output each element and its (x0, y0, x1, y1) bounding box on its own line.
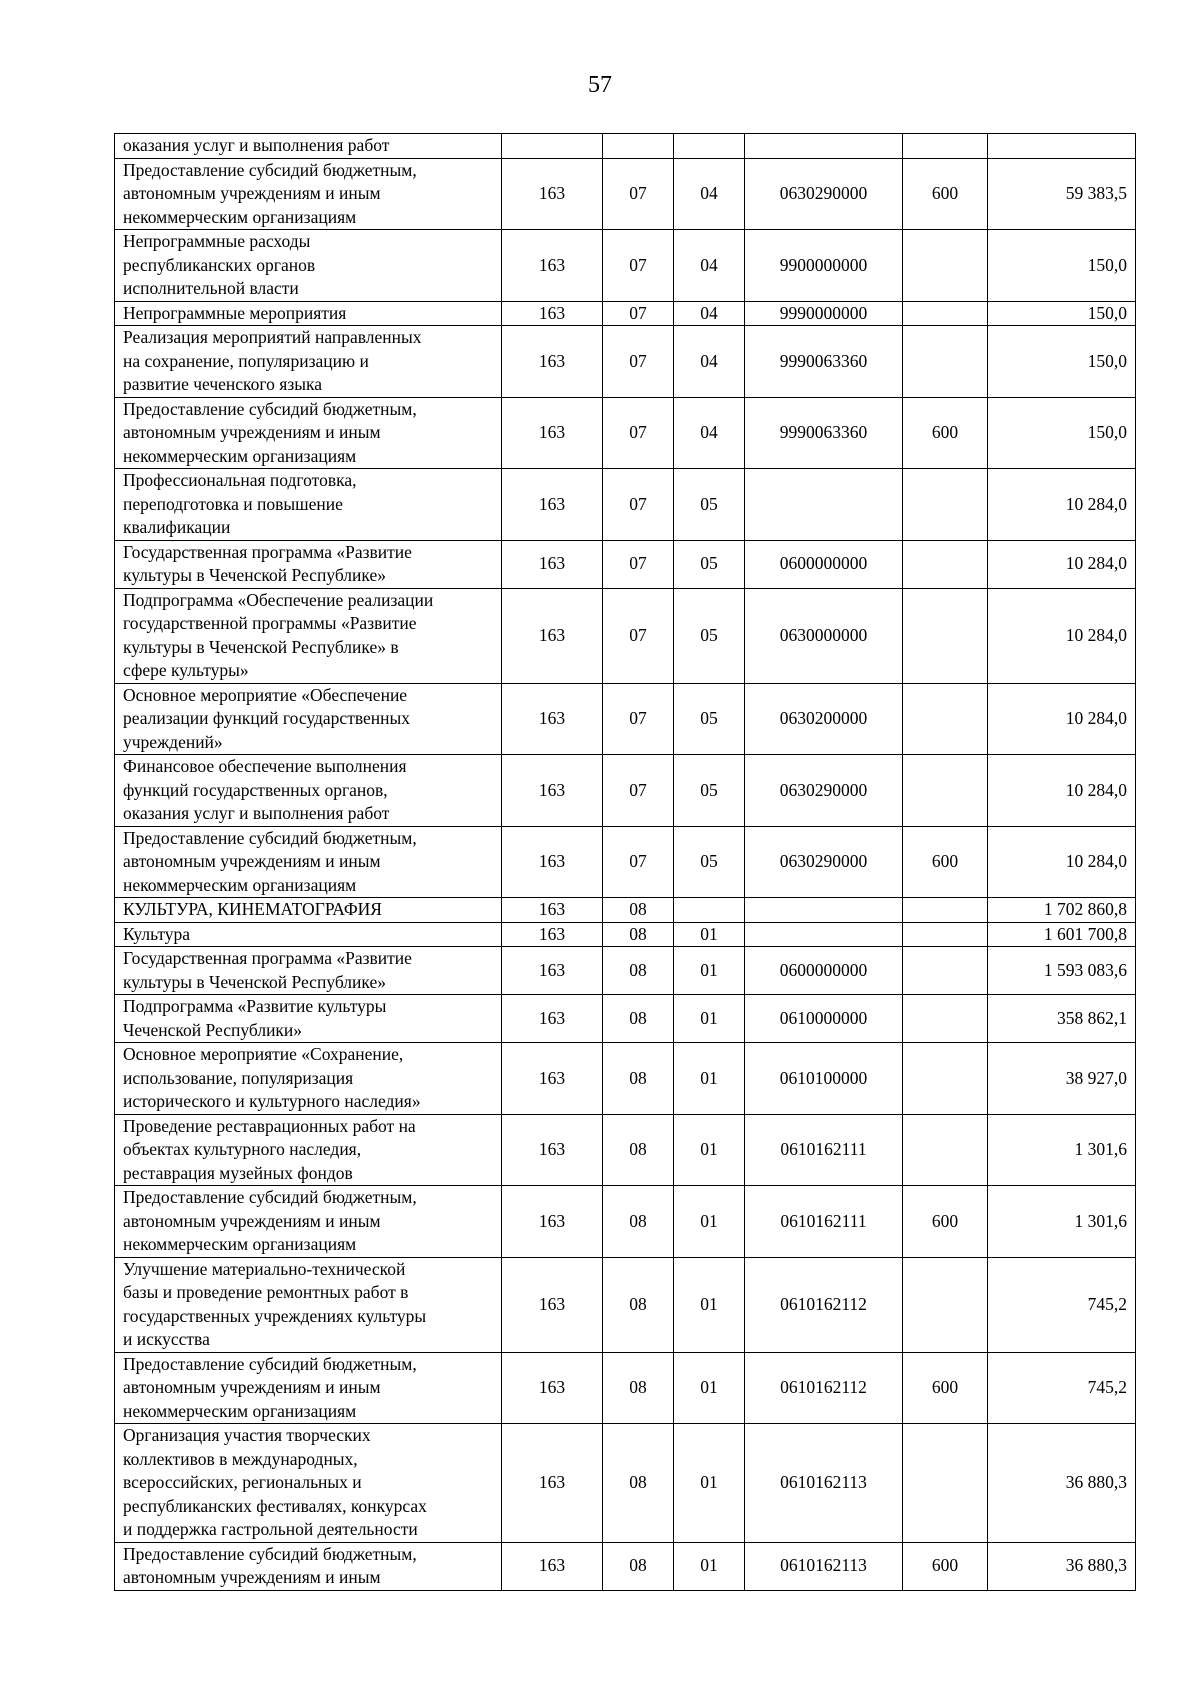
budget-table (114, 133, 1136, 1591)
expense-type-cell (903, 947, 988, 995)
section-cell: 08 (603, 1542, 674, 1590)
subsection-cell: 01 (674, 1114, 745, 1186)
name-line: на сохранение, популяризацию и (123, 350, 369, 371)
subsection-cell: 04 (674, 326, 745, 398)
table-row (115, 1257, 1136, 1352)
subsection-cell: 01 (674, 995, 745, 1043)
name-line: сфере культуры» (123, 660, 249, 680)
name-line: исполнительной власти (123, 278, 299, 298)
target-article-cell: 9990063360 (745, 397, 903, 469)
name-cell (115, 947, 502, 995)
table-row (115, 922, 1136, 947)
name-line: автономным учреждениям и иным (123, 1210, 381, 1231)
expense-type-cell: 600 (903, 1352, 988, 1424)
expense-type-cell: 600 (903, 397, 988, 469)
amount-cell: 1 702 860,8 (988, 898, 1136, 923)
expense-type-cell: 600 (903, 1186, 988, 1258)
name-cell (115, 469, 502, 541)
name-cell (115, 158, 502, 230)
subsection-cell: 05 (674, 469, 745, 541)
name-line: автономным учреждениям и иным (123, 183, 381, 203)
ved-cell: 163 (502, 1424, 603, 1543)
section-cell: 07 (603, 397, 674, 469)
name-line: некоммерческим организациям (123, 874, 357, 895)
subsection-cell: 04 (674, 158, 745, 230)
name-line: республиканских фестивалях, конкурсах (123, 1495, 427, 1516)
ved-cell: 163 (502, 898, 603, 923)
name-line: объектах культурного наследия, (123, 1139, 362, 1159)
name-line: Культура (123, 923, 191, 944)
section-cell: 08 (603, 1114, 674, 1186)
section-cell: 08 (603, 922, 674, 947)
name-line: функций государственных органов, (123, 779, 388, 800)
name-line: Предоставление субсидий бюджетным, (123, 1353, 417, 1374)
name-line: Подпрограмма «Развитие культуры (123, 996, 387, 1016)
table-row (115, 397, 1136, 469)
name-line: государственных учреждениях культуры (123, 1305, 427, 1326)
section-cell: 07 (603, 301, 674, 326)
table-row (115, 301, 1136, 326)
name-cell (115, 588, 502, 683)
table-row (115, 588, 1136, 683)
amount-cell (988, 134, 1136, 159)
ved-cell: 163 (502, 469, 603, 541)
section-cell: 07 (603, 540, 674, 588)
name-line: оказания услуг и выполнения работ (123, 135, 390, 155)
name-cell (115, 326, 502, 398)
name-line: исторического и культурного наследия» (123, 1091, 421, 1111)
ved-cell: 163 (502, 755, 603, 827)
amount-cell: 59 383,5 (988, 158, 1136, 230)
name-line: Государственная программа «Развитие (123, 948, 412, 968)
amount-cell: 745,2 (988, 1257, 1136, 1352)
section-cell: 07 (603, 755, 674, 827)
target-article-cell: 0600000000 (745, 947, 903, 995)
amount-cell: 150,0 (988, 301, 1136, 326)
amount-cell: 38 927,0 (988, 1043, 1136, 1115)
section-cell: 07 (603, 326, 674, 398)
subsection-cell: 04 (674, 301, 745, 326)
ved-cell: 163 (502, 1352, 603, 1424)
table-row (115, 1043, 1136, 1115)
amount-cell: 10 284,0 (988, 469, 1136, 541)
subsection-cell (674, 134, 745, 159)
subsection-cell: 01 (674, 1186, 745, 1258)
ved-cell: 163 (502, 1043, 603, 1115)
expense-type-cell (903, 540, 988, 588)
ved-cell: 163 (502, 1186, 603, 1258)
amount-cell: 1 301,6 (988, 1114, 1136, 1186)
target-article-cell: 0630290000 (745, 826, 903, 898)
section-cell: 07 (603, 230, 674, 302)
name-line: некоммерческим организациям (123, 206, 357, 227)
name-cell (115, 1114, 502, 1186)
table-row (115, 469, 1136, 541)
amount-cell: 358 862,1 (988, 995, 1136, 1043)
name-line: развитие чеченского языка (123, 374, 323, 394)
table-row (115, 134, 1136, 159)
name-line: автономным учреждениям и иным (123, 851, 381, 871)
target-article-cell: 9900000000 (745, 230, 903, 302)
name-cell (115, 922, 502, 947)
name-line: переподготовка и повышение (123, 493, 343, 514)
section-cell: 08 (603, 947, 674, 995)
target-article-cell: 0610162113 (745, 1542, 903, 1590)
table-row (115, 1114, 1136, 1186)
expense-type-cell (903, 326, 988, 398)
target-article-cell: 0610100000 (745, 1043, 903, 1115)
ved-cell: 163 (502, 1114, 603, 1186)
name-cell (115, 1186, 502, 1258)
target-article-cell: 0610162111 (745, 1114, 903, 1186)
name-line: Профессиональная подготовка, (123, 470, 357, 490)
name-line: культуры в Чеченской Республике» в (123, 636, 399, 657)
ved-cell: 163 (502, 301, 603, 326)
amount-cell: 1 593 083,6 (988, 947, 1136, 995)
section-cell (603, 134, 674, 159)
name-line: Финансовое обеспечение выполнения (123, 756, 407, 776)
ved-cell: 163 (502, 1542, 603, 1590)
name-cell (115, 898, 502, 923)
section-cell: 08 (603, 1186, 674, 1258)
amount-cell: 1 301,6 (988, 1186, 1136, 1258)
target-article-cell: 0610162112 (745, 1257, 903, 1352)
ved-cell: 163 (502, 158, 603, 230)
name-line: Государственная программа «Развитие (123, 541, 412, 562)
section-cell: 07 (603, 826, 674, 898)
target-article-cell: 9990063360 (745, 326, 903, 398)
name-line: Непрограммные мероприятия (123, 302, 347, 323)
name-line: Основное мероприятие «Сохранение, (123, 1044, 404, 1064)
table-body (115, 134, 1136, 1591)
target-article-cell: 0630290000 (745, 755, 903, 827)
ved-cell (502, 134, 603, 159)
name-cell (115, 134, 502, 159)
target-article-cell: 0610162112 (745, 1352, 903, 1424)
expense-type-cell: 600 (903, 826, 988, 898)
table-row (115, 540, 1136, 588)
ved-cell: 163 (502, 995, 603, 1043)
ved-cell: 163 (502, 947, 603, 995)
subsection-cell: 01 (674, 1542, 745, 1590)
expense-type-cell: 600 (903, 158, 988, 230)
name-line: КУЛЬТУРА, КИНЕМАТОГРАФИЯ (123, 899, 382, 919)
name-cell (115, 540, 502, 588)
section-cell: 07 (603, 683, 674, 755)
table-row (115, 683, 1136, 755)
name-cell (115, 397, 502, 469)
name-line: квалификации (123, 517, 231, 537)
amount-cell: 1 601 700,8 (988, 922, 1136, 947)
page-number: 57 (588, 72, 612, 98)
section-cell: 07 (603, 158, 674, 230)
amount-cell: 10 284,0 (988, 588, 1136, 683)
expense-type-cell (903, 134, 988, 159)
expense-type-cell (903, 301, 988, 326)
target-article-cell: 0610162113 (745, 1424, 903, 1543)
name-line: Реализация мероприятий направленных (123, 327, 422, 347)
name-cell (115, 826, 502, 898)
ved-cell: 163 (502, 683, 603, 755)
subsection-cell: 05 (674, 588, 745, 683)
target-article-cell: 0630290000 (745, 158, 903, 230)
table-row (115, 995, 1136, 1043)
expense-type-cell: 600 (903, 1542, 988, 1590)
expense-type-cell (903, 1257, 988, 1352)
amount-cell: 36 880,3 (988, 1424, 1136, 1543)
section-cell: 08 (603, 1352, 674, 1424)
section-cell: 08 (603, 995, 674, 1043)
target-article-cell: 0630200000 (745, 683, 903, 755)
name-line: Улучшение материально-технической (123, 1258, 406, 1279)
subsection-cell: 05 (674, 826, 745, 898)
name-cell (115, 1352, 502, 1424)
name-line: Предоставление субсидий бюджетным, (123, 398, 417, 419)
name-cell (115, 995, 502, 1043)
expense-type-cell (903, 469, 988, 541)
ved-cell: 163 (502, 230, 603, 302)
ved-cell: 163 (502, 826, 603, 898)
subsection-cell: 01 (674, 1043, 745, 1115)
target-article-cell: 0630000000 (745, 588, 903, 683)
subsection-cell (674, 898, 745, 923)
expense-type-cell (903, 683, 988, 755)
name-line: культуры в Чеченской Республике» (123, 565, 386, 585)
name-line: всероссийских, региональных и (123, 1472, 362, 1492)
expense-type-cell (903, 995, 988, 1043)
name-line: Предоставление субсидий бюджетным, (123, 827, 417, 848)
table-row (115, 326, 1136, 398)
name-line: некоммерческим организациям (123, 1234, 357, 1254)
section-cell: 08 (603, 898, 674, 923)
table-row (115, 826, 1136, 898)
name-line: учреждений» (123, 731, 223, 752)
target-article-cell (745, 898, 903, 923)
expense-type-cell (903, 1043, 988, 1115)
name-cell (115, 1424, 502, 1543)
table-row (115, 947, 1136, 995)
section-cell: 08 (603, 1043, 674, 1115)
amount-cell: 10 284,0 (988, 683, 1136, 755)
subsection-cell: 04 (674, 397, 745, 469)
expense-type-cell (903, 1114, 988, 1186)
table-row (115, 1542, 1136, 1590)
ved-cell: 163 (502, 540, 603, 588)
expense-type-cell (903, 1424, 988, 1543)
name-line: автономным учреждениям и иным (123, 1567, 381, 1587)
subsection-cell: 01 (674, 1352, 745, 1424)
section-cell: 08 (603, 1257, 674, 1352)
table-row (115, 755, 1136, 827)
ved-cell: 163 (502, 922, 603, 947)
subsection-cell: 04 (674, 230, 745, 302)
name-cell (115, 683, 502, 755)
amount-cell: 10 284,0 (988, 755, 1136, 827)
expense-type-cell (903, 230, 988, 302)
subsection-cell: 01 (674, 922, 745, 947)
name-line: Непрограммные расходы (123, 231, 311, 251)
name-line: Предоставление субсидий бюджетным, (123, 1187, 417, 1207)
table-row (115, 1352, 1136, 1424)
subsection-cell: 01 (674, 1424, 745, 1543)
name-line: оказания услуг и выполнения работ (123, 803, 390, 823)
subsection-cell: 05 (674, 755, 745, 827)
name-line: и искусства (123, 1329, 210, 1349)
table-row (115, 1186, 1136, 1258)
section-cell: 07 (603, 588, 674, 683)
amount-cell: 745,2 (988, 1352, 1136, 1424)
name-line: и поддержка гастрольной деятельности (123, 1519, 418, 1539)
expense-type-cell (903, 755, 988, 827)
target-article-cell: 0610000000 (745, 995, 903, 1043)
ved-cell: 163 (502, 588, 603, 683)
name-line: культуры в Чеченской Республике» (123, 971, 386, 992)
name-cell (115, 1257, 502, 1352)
table-row (115, 230, 1136, 302)
name-line: реставрация музейных фондов (123, 1162, 353, 1183)
name-line: реализации функций государственных (123, 708, 411, 728)
amount-cell: 10 284,0 (988, 540, 1136, 588)
name-cell (115, 1542, 502, 1590)
subsection-cell: 05 (674, 540, 745, 588)
target-article-cell (745, 134, 903, 159)
name-line: автономным учреждениям и иным (123, 422, 381, 442)
section-cell: 08 (603, 1424, 674, 1543)
subsection-cell: 05 (674, 683, 745, 755)
expense-type-cell (903, 588, 988, 683)
amount-cell: 36 880,3 (988, 1542, 1136, 1590)
expense-type-cell (903, 898, 988, 923)
name-line: Предоставление субсидий бюджетным, (123, 1543, 417, 1564)
target-article-cell: 9990000000 (745, 301, 903, 326)
name-line: Предоставление субсидий бюджетным, (123, 159, 417, 180)
name-line: государственной программы «Развитие (123, 613, 417, 633)
amount-cell: 150,0 (988, 326, 1136, 398)
name-cell (115, 301, 502, 326)
section-cell: 07 (603, 469, 674, 541)
name-line: некоммерческим организациям (123, 445, 357, 466)
name-cell (115, 1043, 502, 1115)
name-line: Основное мероприятие «Обеспечение (123, 684, 408, 705)
target-article-cell (745, 469, 903, 541)
name-line: республиканских органов (123, 254, 316, 275)
table-row (115, 898, 1136, 923)
name-line: Проведение реставрационных работ на (123, 1115, 416, 1136)
ved-cell: 163 (502, 397, 603, 469)
name-line: коллективов в международных, (123, 1448, 358, 1469)
table-row (115, 1424, 1136, 1543)
expense-type-cell (903, 922, 988, 947)
subsection-cell: 01 (674, 947, 745, 995)
target-article-cell: 0610162111 (745, 1186, 903, 1258)
name-cell (115, 755, 502, 827)
name-line: Организация участия творческих (123, 1425, 371, 1445)
name-line: автономным учреждениям и иным (123, 1377, 381, 1397)
target-article-cell: 0600000000 (745, 540, 903, 588)
name-line: базы и проведение ремонтных работ в (123, 1282, 409, 1302)
amount-cell: 150,0 (988, 397, 1136, 469)
name-line: некоммерческим организациям (123, 1400, 357, 1421)
table-row (115, 158, 1136, 230)
name-cell (115, 230, 502, 302)
ved-cell: 163 (502, 326, 603, 398)
target-article-cell (745, 922, 903, 947)
name-line: использование, популяризация (123, 1067, 354, 1088)
amount-cell: 150,0 (988, 230, 1136, 302)
name-line: Чеченской Республики» (123, 1019, 303, 1040)
amount-cell: 10 284,0 (988, 826, 1136, 898)
name-line: Подпрограмма «Обеспечение реализации (123, 589, 434, 610)
subsection-cell: 01 (674, 1257, 745, 1352)
ved-cell: 163 (502, 1257, 603, 1352)
